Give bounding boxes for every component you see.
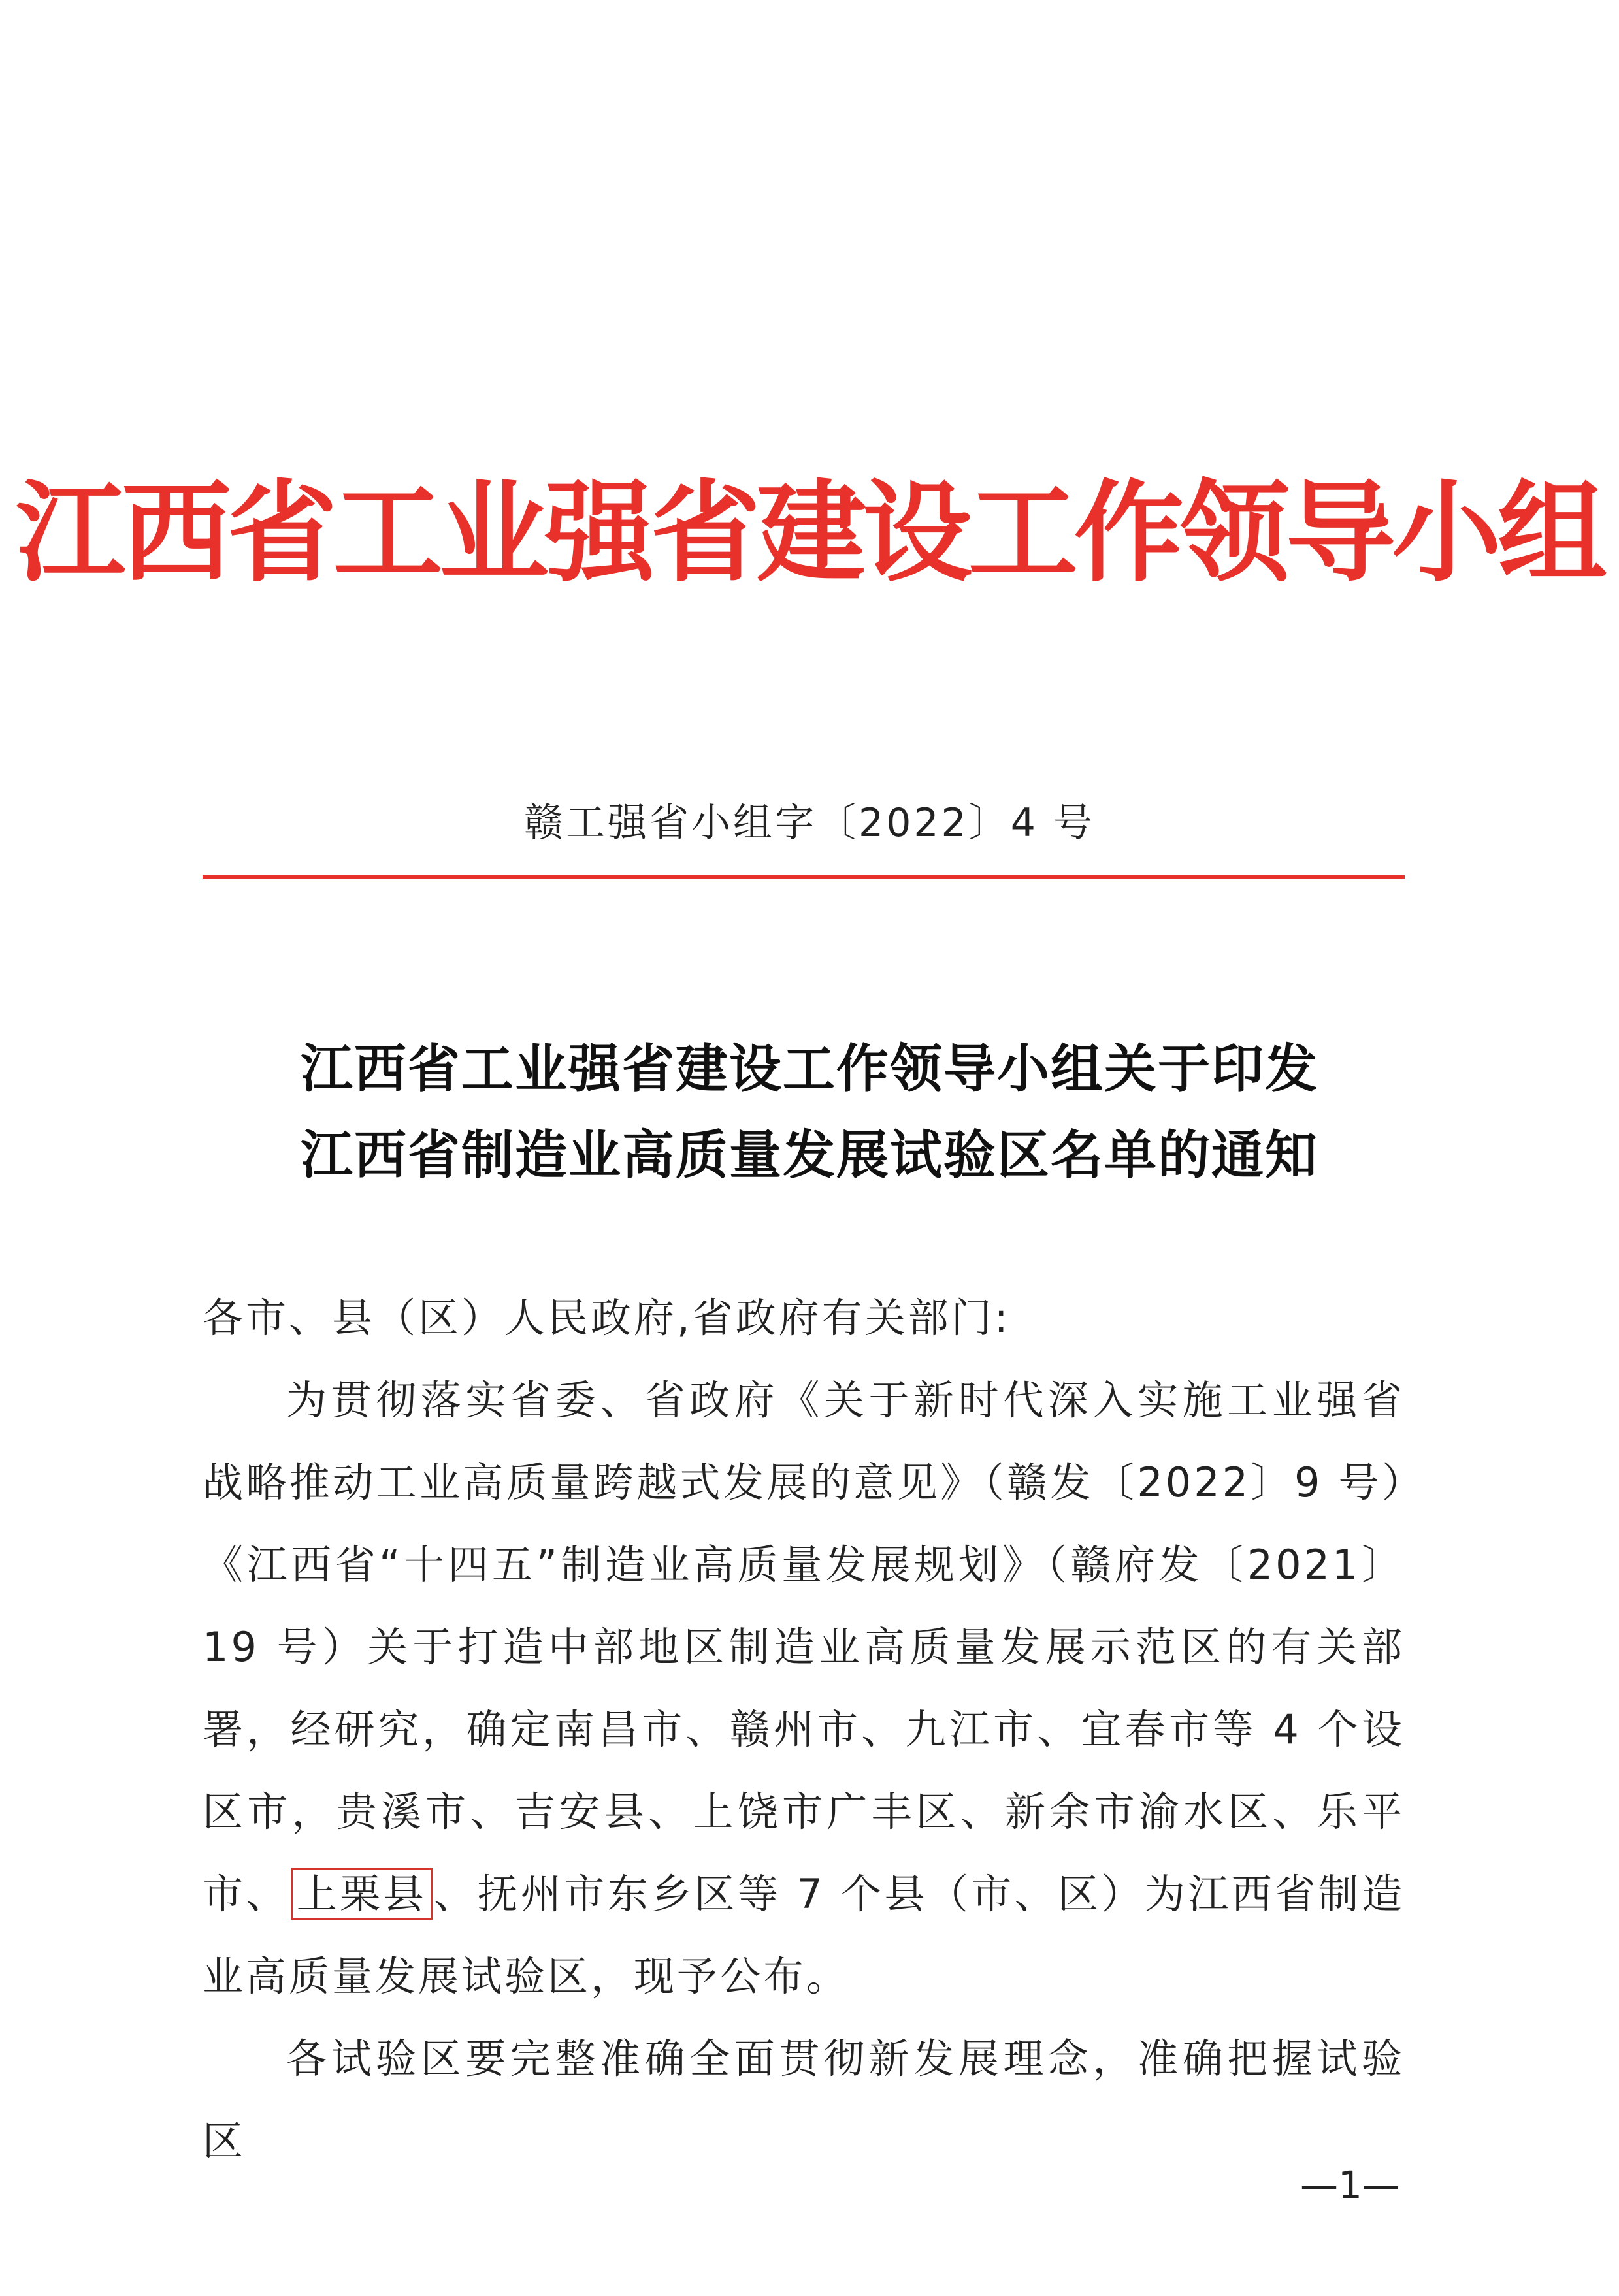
paragraph-2: 各试验区要完整准确全面贯彻新发展理念，准确把握试验区 (203, 2035, 1405, 2165)
issuing-org-title: 江西省工业强省建设工作领导小组 (16, 468, 1603, 597)
paragraph-1-text-after: 、抚州市东乡区等 7 个县（市、区）为江西省制造业高质量发展试验区，现予公布。 (203, 1870, 1405, 2000)
highlighted-county-box: 上栗县 (291, 1868, 433, 1920)
notice-title (0, 1026, 1619, 1198)
red-divider-rule (203, 875, 1405, 879)
notice-title-line-1: 江西省工业强省建设工作领导小组关于印发 (301, 1038, 1318, 1099)
document-number: 赣工强省小组字〔2022〕4 号 (524, 800, 1095, 846)
notice-body (203, 1277, 1405, 2182)
page-number: —1— (1300, 2163, 1400, 2207)
salutation: 各市、县（区）人民政府,省政府有关部门: (203, 1294, 1011, 1342)
paragraph-1 (203, 1359, 1405, 2018)
notice-title-line-2: 江西省制造业高质量发展试验区名单的通知 (301, 1124, 1318, 1186)
paragraph-1-text-before: 为贯彻落实省委、省政府《关于新时代深入实施工业强省战略推动工业高质量跨越式发展的意见》（赣发〔2022〕9 号）《江西省“十四五”制造业高质量发展规划》（赣府发〔2021〕19 号）关于打造中部地区制造业高质量发展示范区的有关部署，经研究，确定南昌市、赣州市、九江市、宜春市等 4 个设区市，贵溪市、吉安县、上饶市广丰区、新余市渝水区、乐平市、 (203, 1376, 1405, 1918)
